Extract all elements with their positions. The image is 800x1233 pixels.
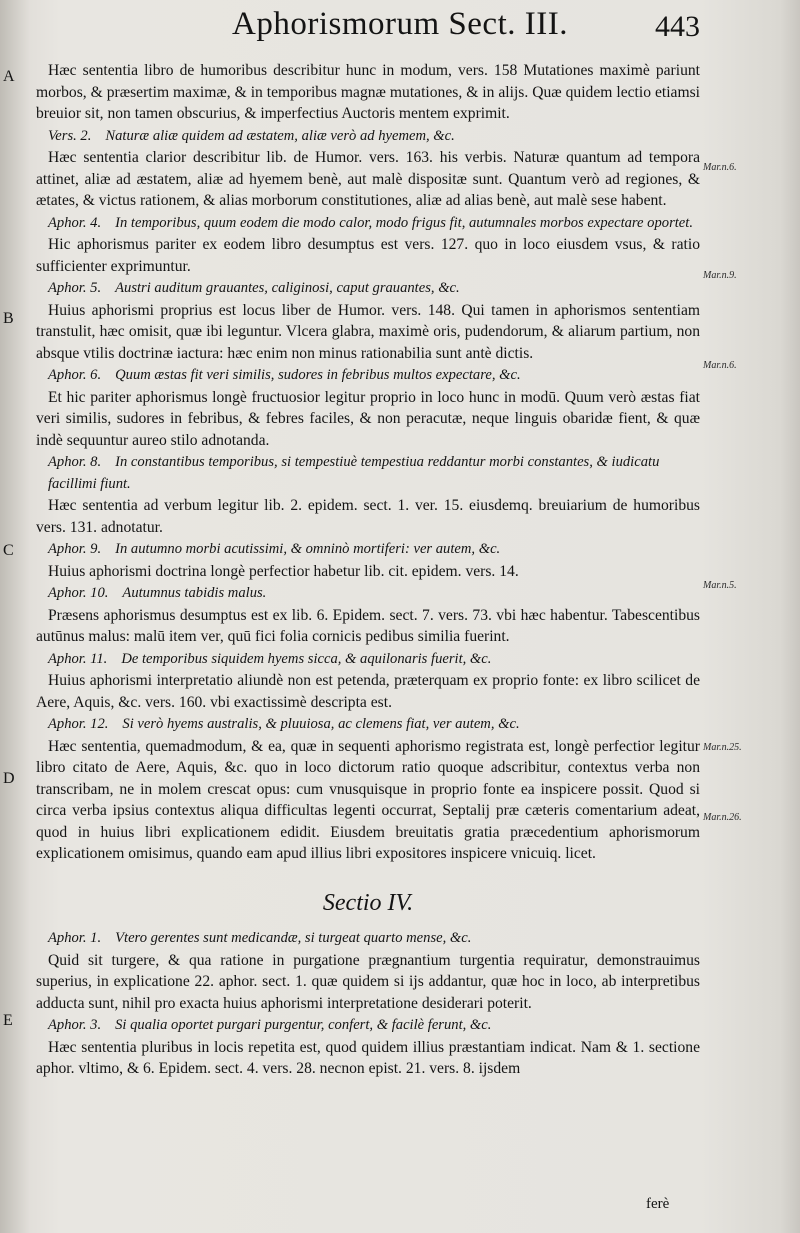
paragraph: Hæc sententia ad verbum legitur lib. 2. epidem. sect. 1. ver. 15. eiusdemq. breuiarium de humoribus vers. 131. adnotatur.: [36, 497, 700, 536]
paragraph: Huius aphorismi doctrina longè perfectior habetur lib. cit. epidem. vers. 14.: [48, 562, 519, 580]
paragraph: Præsens aphorismus desumptus est ex lib. 6. Epidem. sect. 7. vers. 73. vbi hæc habentur. Tabescentibus autūnus malus: malū item ver, quū fici folia cornicis pedibus similia fuerint.: [36, 606, 700, 645]
margin-letter-d: D: [3, 770, 15, 787]
margin-note: Mar.n.6.: [703, 162, 737, 173]
aphorism-label: Aphor. 11.: [48, 650, 108, 667]
margin-note: Mar.n.26.: [703, 812, 742, 823]
aphorism-text: De temporibus siquidem hyems sicca, & aquilonaris fuerit, &c.: [121, 650, 492, 667]
paragraph: Hæc sententia clarior describitur lib. de Humor. vers. 163. his verbis. Naturæ quantum ad tempora attinet, aliæ ad æstatem, aliæ ad hyemem benè, aut malè dispositæ sunt. Quantum verò ad regiones, & ætates, & victus rationem, & alias morborum constitutiones, aliæ ad alias benè, aut malè sese habent.: [36, 149, 700, 209]
paragraph: Huius aphorismi proprius est locus liber de Humor. vers. 148. Qui tamen in aphorismos sententiam transtulit, hæc omisit, quæ ibi leguntur. Vlcera glabra, maximè oris, pudendorum, & aliarum partium, non absque vtilis doctrinæ iactura: hæc enim non minus rationabilia sunt antè dictis.: [36, 301, 700, 362]
aphorism-label: Aphor. 6.: [48, 367, 102, 383]
text-body: [36, 60, 700, 1080]
paragraph: Hæc sententia libro de humoribus describitur hunc in modum, vers. 158 Mutationes maximè pariunt morbos, & præsertim maximæ, & in temporibus magnæ mutationes, & in alijs. Quæ quidem lectio etiamsi breuior sit, non tamen obscurius, & imperfectius Auctoris mentem exprimit.: [36, 62, 700, 122]
aphorism-text: Autumnus tabidis malus.: [122, 585, 267, 601]
margin-letter-e: E: [3, 1012, 13, 1029]
aphorism-line: [48, 928, 700, 950]
margin-note: Mar.n.9.: [703, 270, 737, 281]
aphorism-line: [48, 213, 700, 235]
aphorism-label: Aphor. 12.: [48, 716, 109, 732]
page-title: Aphorismorum Sect. III.: [232, 6, 568, 42]
paragraph: Hæc sententia pluribus in locis repetita est, quod quidem illius præstantiam indicat. Nam & 1. sectione aphor. vltimo, & 6. Epidem. sect. 4. vers. 28. necnon epist. 21. vers. 8. ijsdem: [36, 1038, 700, 1077]
page-number: 443: [655, 10, 700, 43]
aphorism-line: [48, 126, 700, 148]
aphorism-label: Aphor. 1.: [48, 930, 102, 946]
aphorism-line: [48, 649, 700, 671]
paragraph: Hæc sententia, quemadmodum, & ea, quæ in sequenti aphorismo registrata est, longè perfectior legitur libro citato de Aere, Aquis, &c. quo in loco dictorum ratio quoque adscribitur, contextus verba non transcribam, ne in molem crescat opus: cum vnusquisque in proprio fonte ea inspicere possit. Quod si circa verba ipsius contextus aliqua difficultas legenti occurrat, Septalij præ cæteris comentarium adeat, quod in huius libri explicationem edidit. Eiusdem breuitatis gratia præcedentium aphorismorum explicationem omisimus, quando eam apud illius libri expositores inspicere vnicuiq. licet.: [36, 737, 700, 862]
margin-note: Mar.n.25.: [703, 742, 742, 753]
margin-note: Mar.n.6.: [703, 360, 737, 371]
aphorism-line: [48, 365, 700, 387]
aphorism-text: Austri auditum grauantes, caliginosi, caput grauantes, &c.: [115, 280, 460, 296]
paragraph: Huius aphorismi interpretatio aliundè non est petenda, præterquam ex proprio fonte: ex libro scilicet de Aere, Aquis, &c. vers. 160. vbi exactissimè descripta est.: [36, 672, 700, 711]
aphorism-line: [48, 1015, 700, 1037]
aphorism-label: Aphor. 8.: [48, 454, 102, 470]
aphorism-text: Quum æstas fit veri similis, sudores in febribus multos expectare, &c.: [115, 367, 521, 383]
aphorism-text: Naturæ aliæ quidem ad æstatem, aliæ verò ad hyemem, &c.: [105, 127, 455, 144]
aphorism-line: [48, 278, 700, 300]
margin-letter-b: B: [3, 310, 14, 327]
aphorism-text: In autumno morbi acutissimi, & omninò mortiferi: ver autem, &c.: [115, 541, 501, 557]
section-heading: Sectio IV.: [322, 889, 414, 916]
aphorism-text: In constantibus temporibus, si tempestiuè tempestiua reddantur morbi constantes, & iudicatu facillimi fiunt.: [48, 454, 660, 492]
aphorism-text: In temporibus, quum eodem die modo calor, modo frigus fit, autumnales morbos expectare oportet.: [115, 214, 693, 231]
aphorism-text: Vtero gerentes sunt medicandæ, si turgeat quarto mense, &c.: [115, 930, 472, 946]
aphorism-line: [48, 539, 700, 561]
paragraph: Et hic pariter aphorismus longè fructuosior legitur proprio in loco hunc in modū. Quum verò æstas fiat veri similis, sudores in febribus, & febres faciles, & non peracutæ, neque linguis obaridæ fient, & quæ indè sequuntur aureo stilo adnotanda.: [36, 388, 700, 449]
aphorism-text: Si verò hyems australis, & pluuiosa, ac clemens fiat, ver autem, &c.: [122, 716, 520, 732]
aphorism-label: Aphor. 9.: [48, 541, 102, 557]
aphorism-line: [48, 452, 700, 495]
paragraph: Quid sit turgere, & qua ratione in purgatione prægnantium turgentia requiratur, demonstrauimus superius, in explicatione 22. aphor. sect. 1. quæ quidem si ijs addantur, quæ hoc in loco, ab interpretibus adducta sunt, nihil pro exacta huius aphorismi interpretatione desiderari poterit.: [36, 951, 700, 1012]
aphorism-label: Aphor. 3.: [48, 1017, 102, 1033]
aphorism-line: [48, 583, 700, 605]
aphorism-label: Aphor. 5.: [48, 280, 102, 296]
margin-letter-c: C: [3, 542, 14, 559]
aphorism-label: Aphor. 10.: [48, 585, 109, 601]
margin-letter-a: A: [3, 68, 15, 85]
aphorism-text: Si qualia oportet purgari purgentur, confert, & facilè ferunt, &c.: [115, 1017, 492, 1033]
margin-note: Mar.n.5.: [703, 580, 737, 591]
aphorism-line: [48, 714, 700, 736]
paragraph: Hic aphorismus pariter ex eodem libro desumptus est vers. 127. quo in loco eiusdem vsus, & ratio sufficienter exprimuntur.: [36, 236, 700, 275]
catchword: ferè: [646, 1196, 670, 1212]
aphorism-label: Aphor. 4.: [48, 214, 102, 231]
aphorism-label: Vers. 2.: [48, 127, 92, 144]
